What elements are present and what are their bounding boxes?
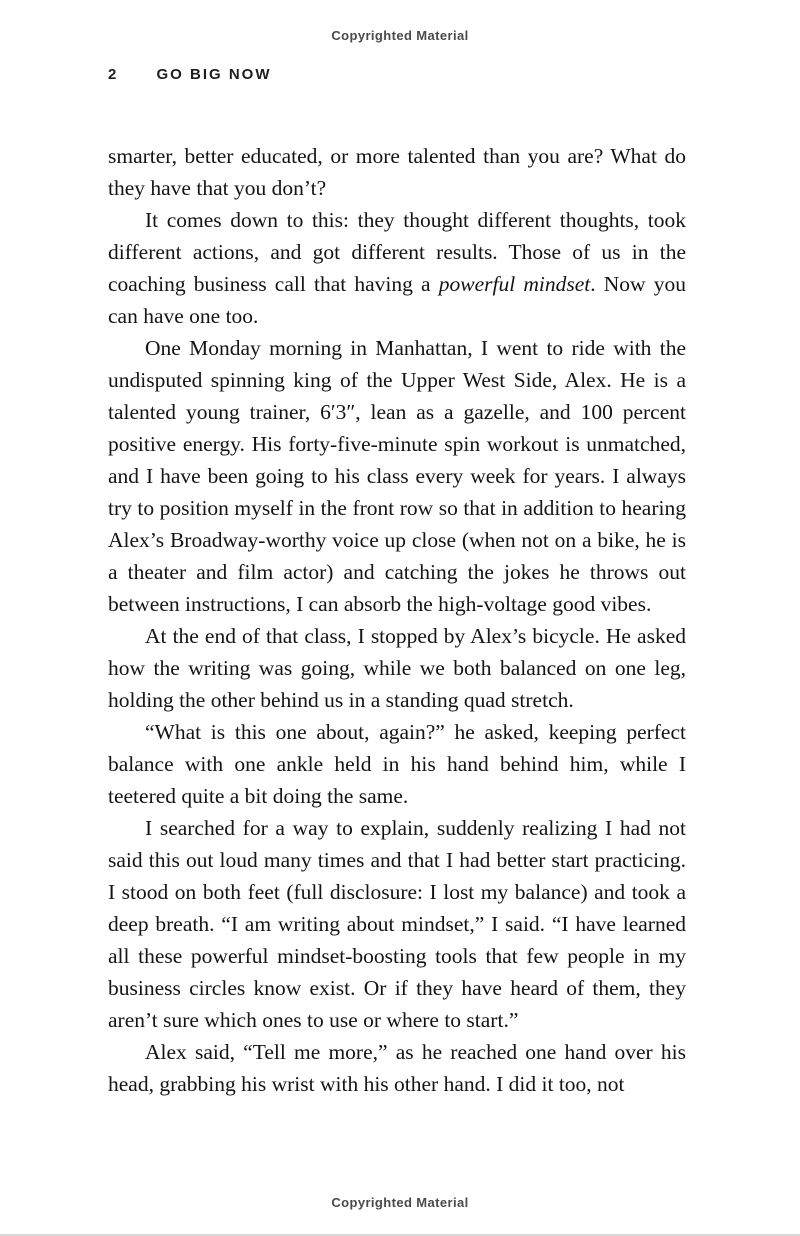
running-title: GO BIG NOW	[156, 66, 272, 83]
paragraph	[108, 620, 686, 716]
text-run: smarter, better educated, or more talented than you are? What do they have that you don’t?	[108, 144, 686, 200]
paragraph	[108, 1036, 686, 1100]
text-run: It comes down to this: they thought different thoughts, took different actions, and got different results. Those of us in the coaching business call that having a	[108, 208, 686, 296]
text-run: “What is this one about, again?” he asked, keeping perfect balance with one ankle held in his hand behind him, while I teetered quite a bit doing the same.	[108, 720, 686, 808]
text-run: One Monday morning in Manhattan, I went to ride with the undisputed spinning king of the Upper West Side, Alex. He is a talented young trainer, 6′3″, lean as a gazelle, and 100 percent positive energy. His forty-five-minute spin workout is unmatched, and I have been going to his class every week for years. I always try to position myself in the front row so that in addition to hearing Alex’s Broadway-worthy voice up close (when not on a bike, he is a theater and film actor) and catching the jokes he throws out between instructions, I can absorb the high-voltage good vibes.	[108, 336, 686, 616]
paragraph	[108, 332, 686, 620]
paragraph	[108, 716, 686, 812]
paragraph	[108, 812, 686, 1036]
page-number: 2	[108, 66, 119, 83]
page-body	[108, 140, 686, 1100]
running-header	[108, 66, 272, 83]
italic-text: powerful mindset	[438, 272, 591, 296]
text-run: . Now you can have one too.	[108, 272, 686, 328]
paragraph	[108, 140, 686, 204]
paragraph	[108, 204, 686, 332]
text-run: Alex said, “Tell me more,” as he reached one hand over his head, grabbing his wrist with his other hand. I did it too, not	[108, 1040, 686, 1096]
text-run: At the end of that class, I stopped by Alex’s bicycle. He asked how the writing was going, while we both balanced on one leg, holding the other behind us in a standing quad stretch.	[108, 624, 686, 712]
text-run: I searched for a way to explain, suddenly realizing I had not said this out loud many times and that I had better start practicing. I stood on both feet (full disclosure: I lost my balance) and took a deep breath. “I am writing about mindset,” I said. “I have learned all these powerful mindset-boosting tools that few people in my business circles know exist. Or if they have heard of them, they aren’t sure which ones to use or where to start.”	[108, 816, 686, 1032]
copyright-notice-top: Copyrighted Material	[331, 28, 469, 43]
copyright-notice-bottom: Copyrighted Material	[331, 1195, 469, 1210]
